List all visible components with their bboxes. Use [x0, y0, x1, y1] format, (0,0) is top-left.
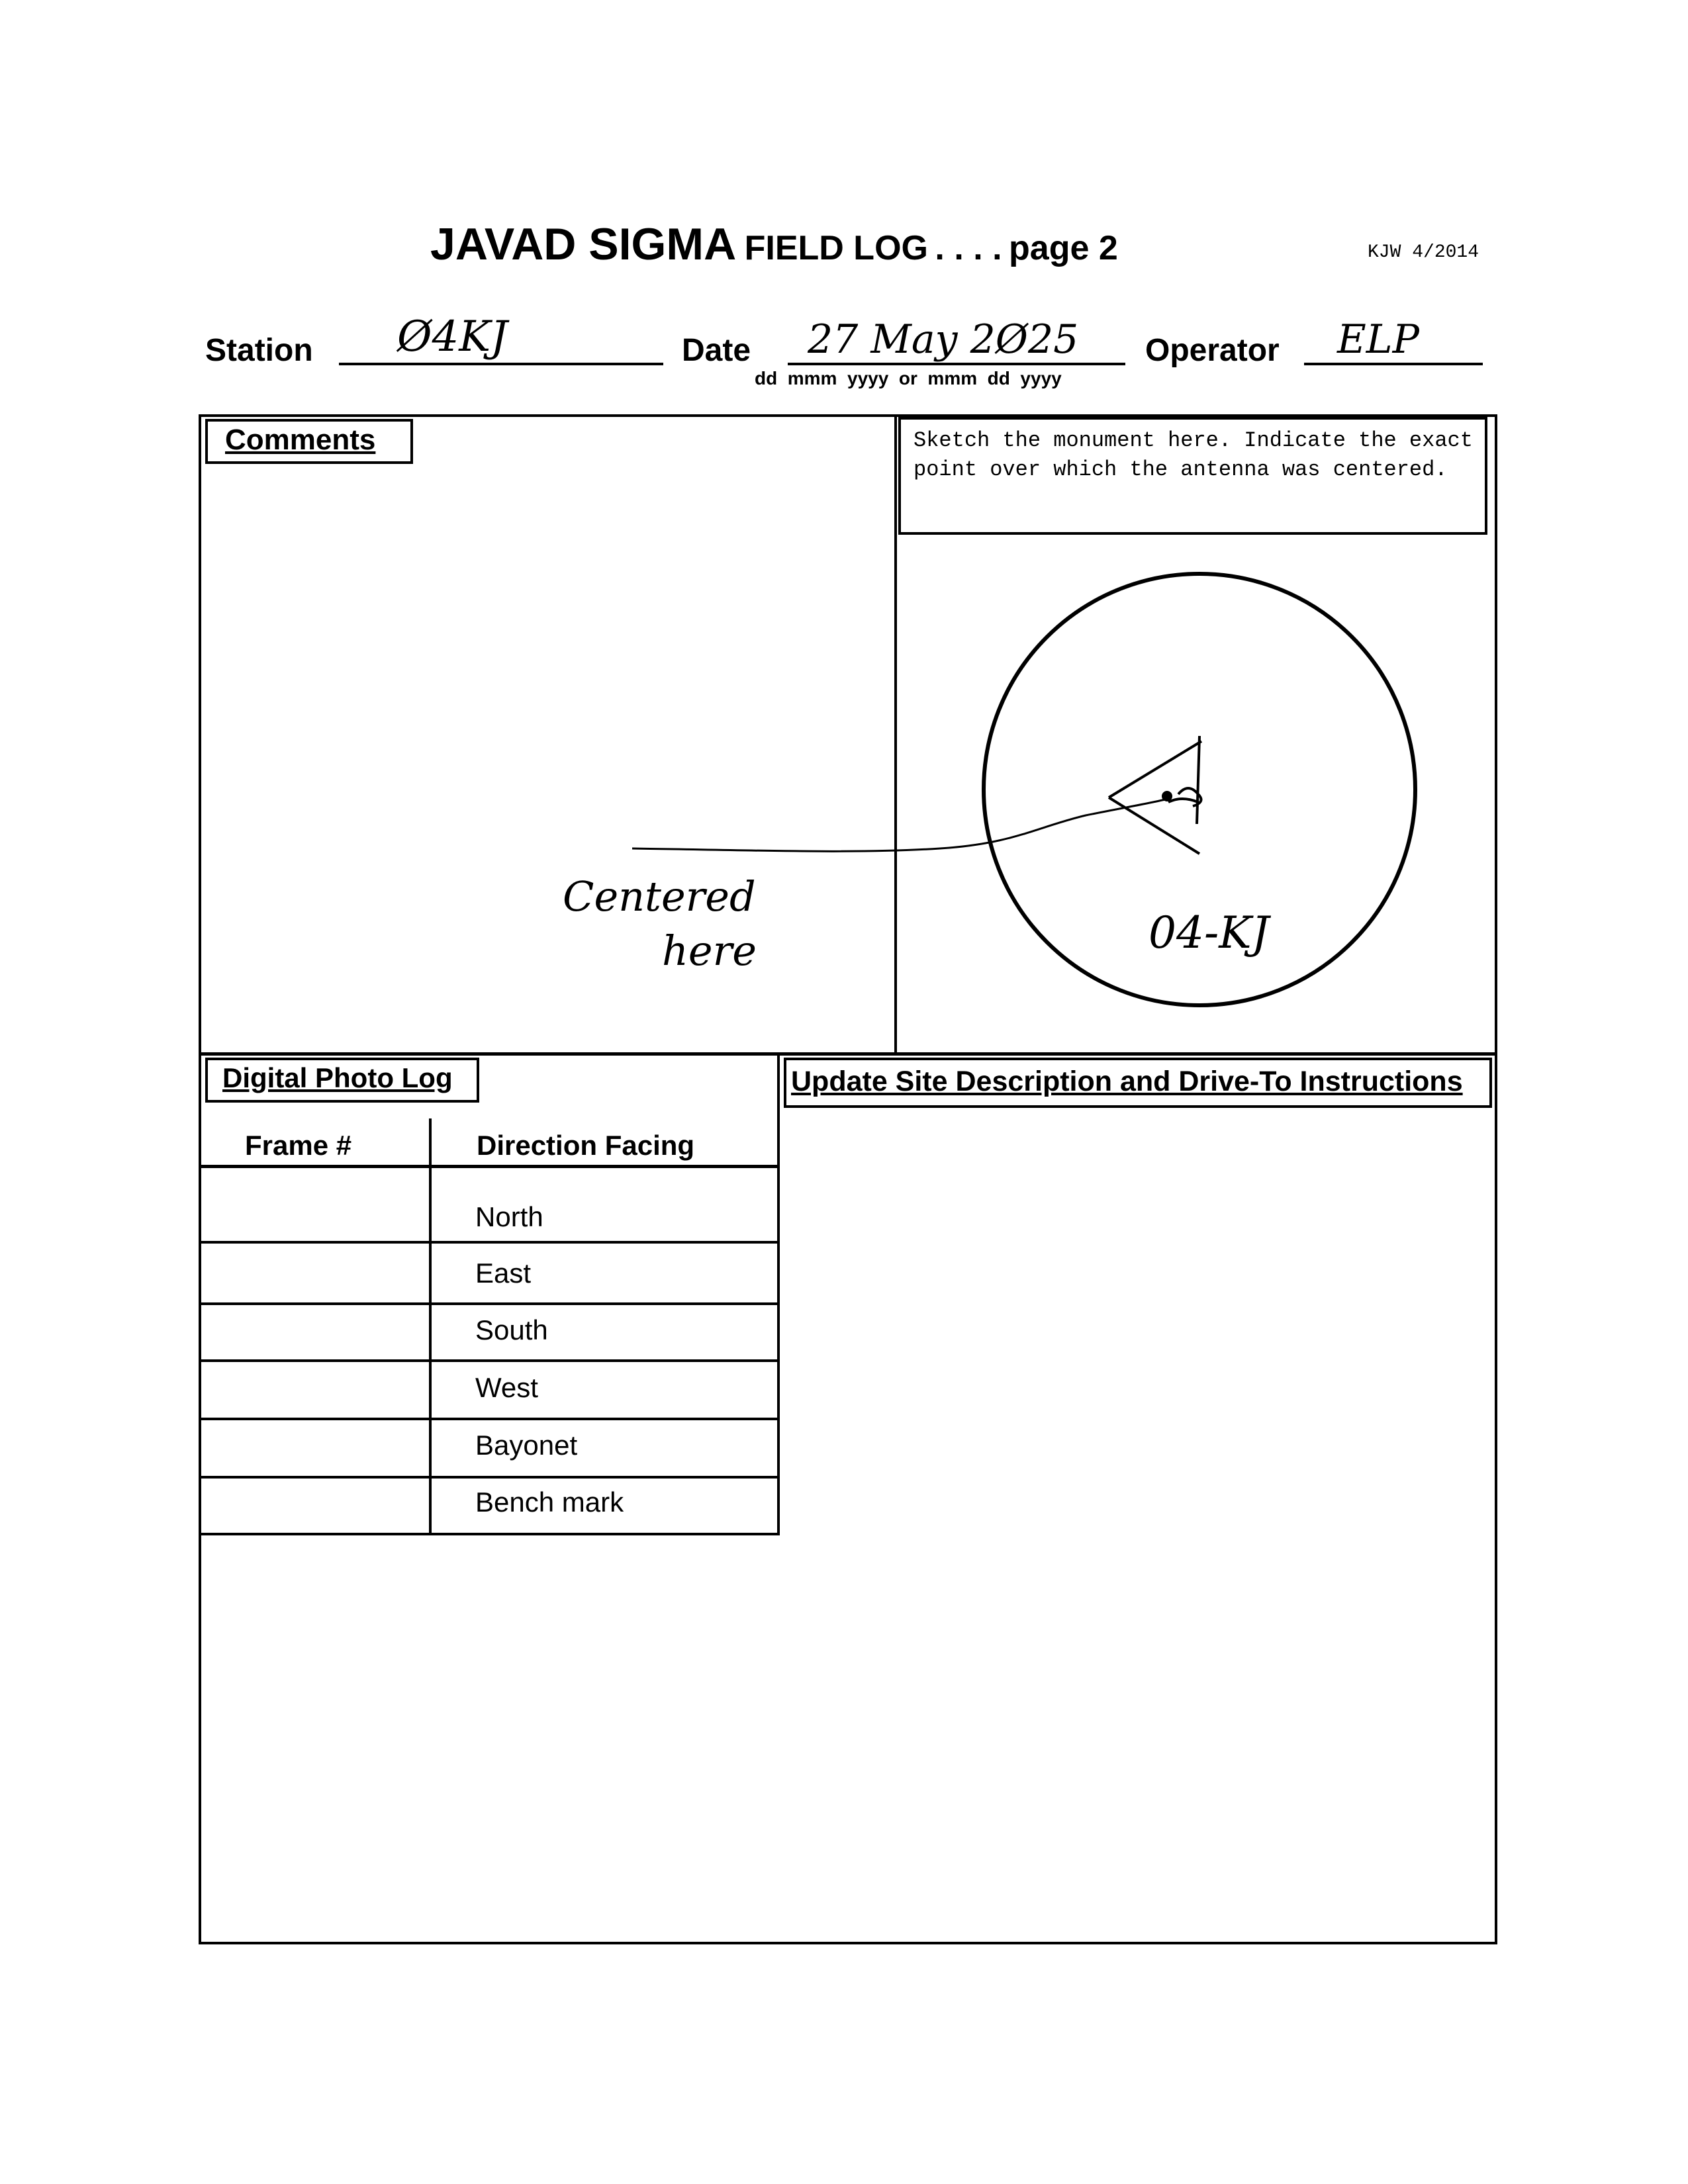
monument-label: 04-KJ [1149, 907, 1270, 958]
lower-notes-area[interactable] [203, 1538, 1493, 1940]
photo-log-header-frame: Frame # [245, 1130, 352, 1161]
photo-log-direction-north: North [475, 1201, 543, 1232]
title-dots: . . . . [935, 229, 1002, 267]
photo-log-frame-cell-benchmark[interactable] [212, 1481, 424, 1530]
photo-log-frame-cell-west[interactable] [212, 1365, 424, 1415]
sketch-instructions: Sketch the monument here. Indicate the exact point over which the antenna was centered. [914, 428, 1473, 482]
comments-note-line1: Centered [563, 872, 756, 921]
photo-log-row-rule [199, 1302, 780, 1305]
date-value[interactable]: 27 May 2Ø25 [808, 316, 1079, 363]
site-description-area[interactable] [784, 1112, 1492, 1535]
date-format-hint: dd mmm yyyy or mmm dd yyyy [755, 368, 1062, 388]
photo-log-frame-cell-south[interactable] [212, 1307, 424, 1357]
site-description-heading: Update Site Description and Drive-To Instructions [791, 1066, 1463, 1097]
photo-log-row-rule [199, 1418, 780, 1420]
comments-heading: Comments [225, 424, 376, 456]
photo-log-col-divider [429, 1118, 432, 1535]
comments-note-line2: here [662, 927, 757, 975]
revision-tag: KJW 4/2014 [1368, 242, 1479, 263]
photo-log-direction-bayonet: Bayonet [475, 1430, 578, 1461]
title-field-log: FIELD LOG [744, 229, 928, 267]
photo-log-direction-east: East [475, 1257, 532, 1289]
photo-log-frame-cell-bayonet[interactable] [212, 1423, 424, 1473]
title-page: page 2 [1009, 229, 1118, 267]
photo-log-header-rule [199, 1165, 780, 1168]
photo-log-row-rule [199, 1533, 780, 1535]
photo-log-direction-west: West [475, 1372, 538, 1403]
title-main: JAVAD SIGMA [430, 219, 737, 269]
photo-log-heading: Digital Photo Log [222, 1062, 453, 1093]
operator-value[interactable]: ELP [1337, 316, 1420, 363]
date-label: Date [682, 333, 751, 368]
photo-log-row-rule [199, 1359, 780, 1362]
station-label: Station [205, 333, 313, 368]
leader-line [632, 799, 1165, 851]
photo-log-frame-cell-east[interactable] [212, 1246, 424, 1300]
antenna-marker [1109, 736, 1201, 854]
operator-label: Operator [1145, 333, 1280, 368]
photo-log-direction-south: South [475, 1314, 548, 1345]
photo-log-direction-benchmark: Bench mark [475, 1486, 624, 1518]
photo-log-frame-cell-north[interactable] [212, 1175, 424, 1238]
photo-log-header-direction: Direction Facing [477, 1130, 695, 1161]
photo-log-row-rule [199, 1476, 780, 1479]
station-value[interactable]: Ø4KJ [397, 312, 508, 361]
photo-log-row-rule [199, 1241, 780, 1244]
